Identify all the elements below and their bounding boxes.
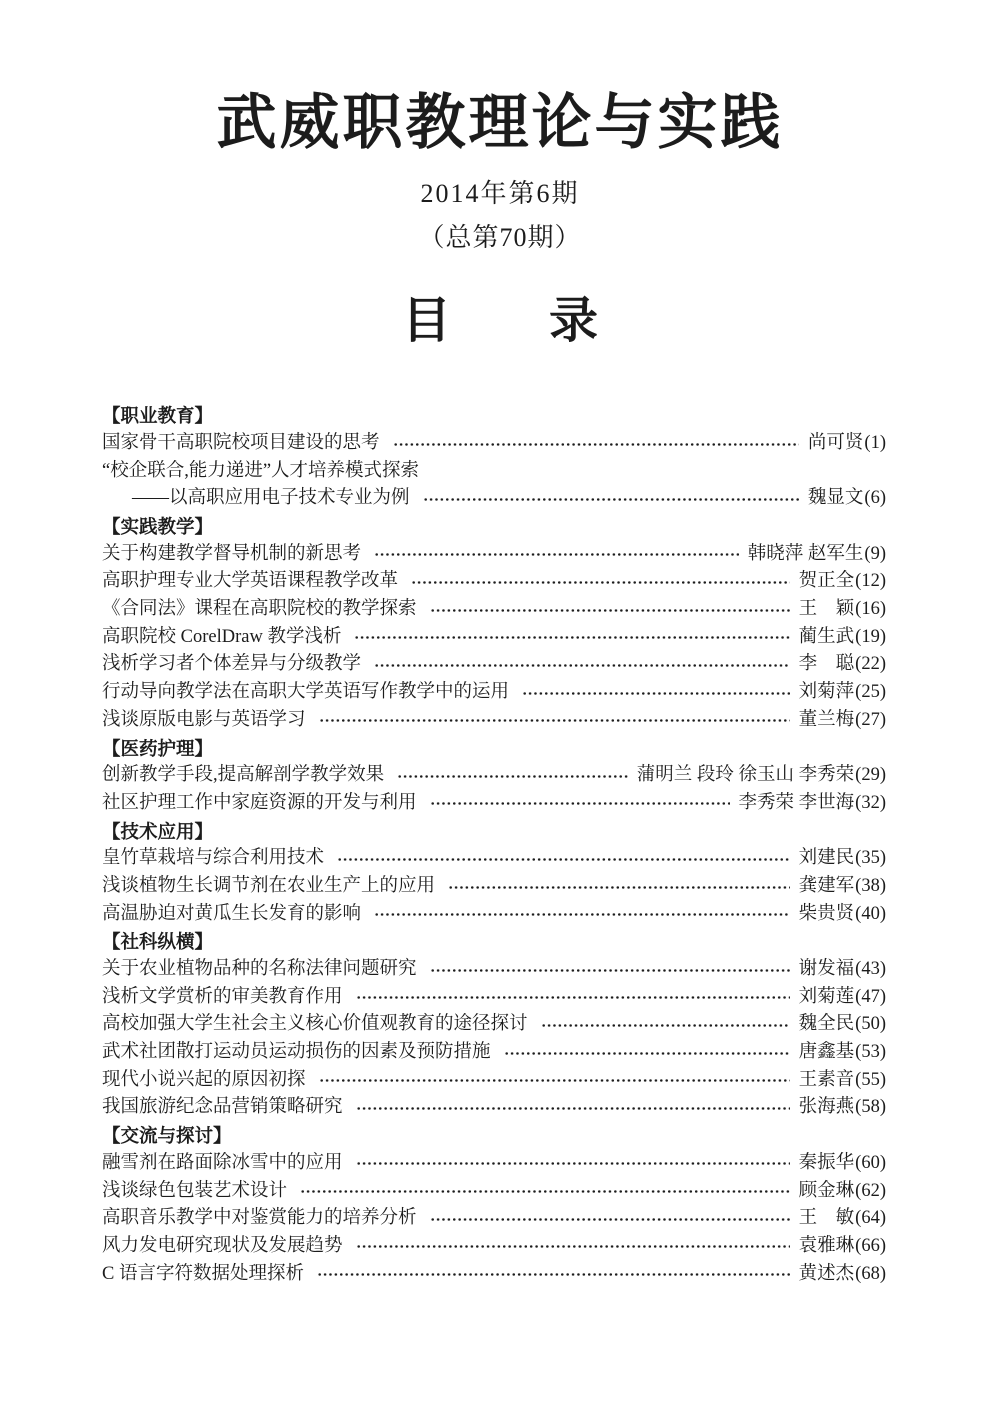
dot-leader <box>356 1233 790 1261</box>
article-page: (58) <box>855 1097 886 1118</box>
article-row <box>102 430 886 458</box>
dot-leader <box>374 541 739 569</box>
dot-leader <box>374 901 790 929</box>
article-page: (27) <box>855 709 886 730</box>
article-authors: 顾金琳 <box>798 1180 855 1201</box>
article-page: (22) <box>855 654 886 675</box>
article-row <box>102 485 886 513</box>
article-row <box>102 1261 886 1289</box>
toc-heading: 目 录 <box>401 293 598 349</box>
dot-leader <box>319 707 790 735</box>
article-title: 行动导向教学法在高职大学英语写作教学中的运用 <box>102 682 510 703</box>
article-row <box>102 1178 886 1206</box>
article-page: (19) <box>855 626 886 647</box>
article-authors: 刘菊莲 <box>798 986 855 1007</box>
article-title: 浅谈植物生长调节剂在农业生产上的应用 <box>102 875 436 896</box>
article-authors: 秦振华 <box>798 1152 855 1173</box>
dot-leader <box>356 1150 790 1178</box>
dot-leader <box>430 596 790 624</box>
article-title: 皇竹草栽培与综合利用技术 <box>102 848 325 869</box>
article-title: 风力发电研究现状及发展趋势 <box>102 1235 343 1256</box>
article-title-line: “校企联合,能力递进”人才培养模式探索 <box>102 460 420 481</box>
article-title: 高职院校 CorelDraw 教学浅析 <box>102 626 342 647</box>
dot-leader <box>337 845 790 873</box>
article-page: (47) <box>855 986 886 1007</box>
article-title: 创新教学手段,提高解剖学教学效果 <box>102 765 385 786</box>
article-row <box>102 1039 886 1067</box>
dot-leader <box>522 679 790 707</box>
dot-leader <box>430 956 790 984</box>
article-title: C 语言字符数据处理探析 <box>102 1263 304 1284</box>
article-page: (43) <box>855 959 886 980</box>
article-title: 浅谈绿色包装艺术设计 <box>102 1180 288 1201</box>
article-authors: 张海燕 <box>798 1097 855 1118</box>
article-row <box>102 707 886 735</box>
article-page: (35) <box>855 848 886 869</box>
dot-leader <box>354 624 789 652</box>
article-row <box>102 679 886 707</box>
article-page: (1) <box>864 432 886 453</box>
article-page: (38) <box>855 875 886 896</box>
dot-leader <box>356 1094 790 1122</box>
dot-leader <box>319 1067 790 1095</box>
article-page: (32) <box>855 792 886 813</box>
article-page: (68) <box>855 1263 886 1284</box>
article-title: 高职护理专业大学英语课程教学改革 <box>102 571 399 592</box>
article-authors: 贺正全 <box>798 571 855 592</box>
article-row <box>102 1150 886 1178</box>
article-authors: 刘建民 <box>798 848 855 869</box>
article-page: (40) <box>855 903 886 924</box>
dot-leader <box>393 430 799 458</box>
dot-leader <box>430 790 730 818</box>
article-authors: 李秀荣 李世海 <box>738 792 855 813</box>
article-authors: 刘菊萍 <box>798 682 855 703</box>
journal-title: 武威职教理论与实践 <box>216 90 784 156</box>
article-page: (66) <box>855 1235 886 1256</box>
article-row <box>102 651 886 679</box>
article-row <box>102 984 886 1012</box>
dot-leader <box>397 762 628 790</box>
volume-line: （总第70期） <box>418 223 582 253</box>
article-title: 关于构建教学督导机制的新思考 <box>102 543 362 564</box>
dot-leader <box>411 568 790 596</box>
article-page: (53) <box>855 1042 886 1063</box>
article-authors: 魏全民 <box>798 1014 855 1035</box>
article-title: 浅谈原版电影与英语学习 <box>102 709 306 730</box>
article-title: ——以高职应用电子技术专业为例 <box>132 488 410 509</box>
dot-leader <box>541 1011 790 1039</box>
dot-leader <box>317 1261 790 1289</box>
article-row <box>102 1067 886 1095</box>
article-authors: 蒲明兰 段玲 徐玉山 李秀荣 <box>636 765 855 786</box>
article-authors: 王素音 <box>798 1069 855 1090</box>
article-page: (50) <box>855 1014 886 1035</box>
article-row <box>102 956 886 984</box>
article-page: (60) <box>855 1152 886 1173</box>
article-row <box>102 1011 886 1039</box>
article-row <box>102 1094 886 1122</box>
article-row <box>102 568 886 596</box>
article-title: 浅析学习者个体差异与分级教学 <box>102 654 362 675</box>
article-authors: 谢发福 <box>798 959 855 980</box>
article-title: 融雪剂在路面除冰雪中的应用 <box>102 1152 343 1173</box>
article-page: (12) <box>855 571 886 592</box>
dot-leader <box>448 873 790 901</box>
article-page: (16) <box>855 599 886 620</box>
masthead <box>0 90 1000 348</box>
dot-leader <box>374 651 790 679</box>
article-title: 社区护理工作中家庭资源的开发与利用 <box>102 792 417 813</box>
article-title: 关于农业植物品种的名称法律问题研究 <box>102 959 417 980</box>
section-label: 【职业教育】 <box>102 405 214 427</box>
article-title: 现代小说兴起的原因初探 <box>102 1069 306 1090</box>
article-authors: 柴贵贤 <box>798 903 855 924</box>
article-page: (62) <box>855 1180 886 1201</box>
article-authors: 蔺生武 <box>798 626 855 647</box>
article-authors: 王 敏 <box>798 1208 855 1229</box>
article-authors: 韩晓萍 赵军生 <box>747 543 864 564</box>
article-row <box>102 873 886 901</box>
article-row <box>102 845 886 873</box>
article-page: (64) <box>855 1208 886 1229</box>
dot-leader <box>300 1178 790 1206</box>
section-label: 【技术应用】 <box>102 820 214 842</box>
dot-leader <box>504 1039 790 1067</box>
article-title: 高温胁迫对黄瓜生长发育的影响 <box>102 903 362 924</box>
dot-leader <box>430 1205 790 1233</box>
issue-line: 2014年第6期 <box>420 179 580 208</box>
article-title: 国家骨干高职院校项目建设的思考 <box>102 432 380 453</box>
article-page: (9) <box>864 543 886 564</box>
article-page: (55) <box>855 1069 886 1090</box>
article-authors: 龚建军 <box>798 875 855 896</box>
article-title: 高职音乐教学中对鉴赏能力的培养分析 <box>102 1208 417 1229</box>
article-page: (29) <box>855 765 886 786</box>
article-authors: 董兰梅 <box>798 709 855 730</box>
article-authors: 袁雅琳 <box>798 1235 855 1256</box>
article-row <box>102 1205 886 1233</box>
article-row <box>102 624 886 652</box>
section-label: 【交流与探讨】 <box>102 1125 232 1147</box>
dot-leader <box>423 485 799 513</box>
article-row <box>102 1233 886 1261</box>
article-title: 浅析文学赏析的审美教育作用 <box>102 986 343 1007</box>
article-row <box>102 596 886 624</box>
section-label: 【社科纵横】 <box>102 931 214 953</box>
article-page: (6) <box>864 488 886 509</box>
article-authors: 王 颖 <box>798 599 855 620</box>
article-title: 《合同法》课程在高职院校的教学探索 <box>102 599 417 620</box>
article-row <box>102 790 886 818</box>
article-row <box>102 901 886 929</box>
section-label: 【医药护理】 <box>102 737 214 759</box>
article-title: 高校加强大学生社会主义核心价值观教育的途径探讨 <box>102 1014 528 1035</box>
article-page: (25) <box>855 682 886 703</box>
dot-leader <box>356 984 790 1012</box>
article-row <box>102 541 886 569</box>
article-title: 我国旅游纪念品营销策略研究 <box>102 1097 343 1118</box>
toc-list <box>102 402 886 1288</box>
article-authors: 李 聪 <box>798 654 855 675</box>
section-label: 【实践教学】 <box>102 516 214 538</box>
article-authors: 尚可贤 <box>807 432 864 453</box>
article-authors: 魏显文 <box>807 488 864 509</box>
article-authors: 黄述杰 <box>798 1263 855 1284</box>
article-authors: 唐鑫基 <box>798 1042 855 1063</box>
article-title: 武术社团散打运动员运动损伤的因素及预防措施 <box>102 1042 491 1063</box>
article-row <box>102 762 886 790</box>
